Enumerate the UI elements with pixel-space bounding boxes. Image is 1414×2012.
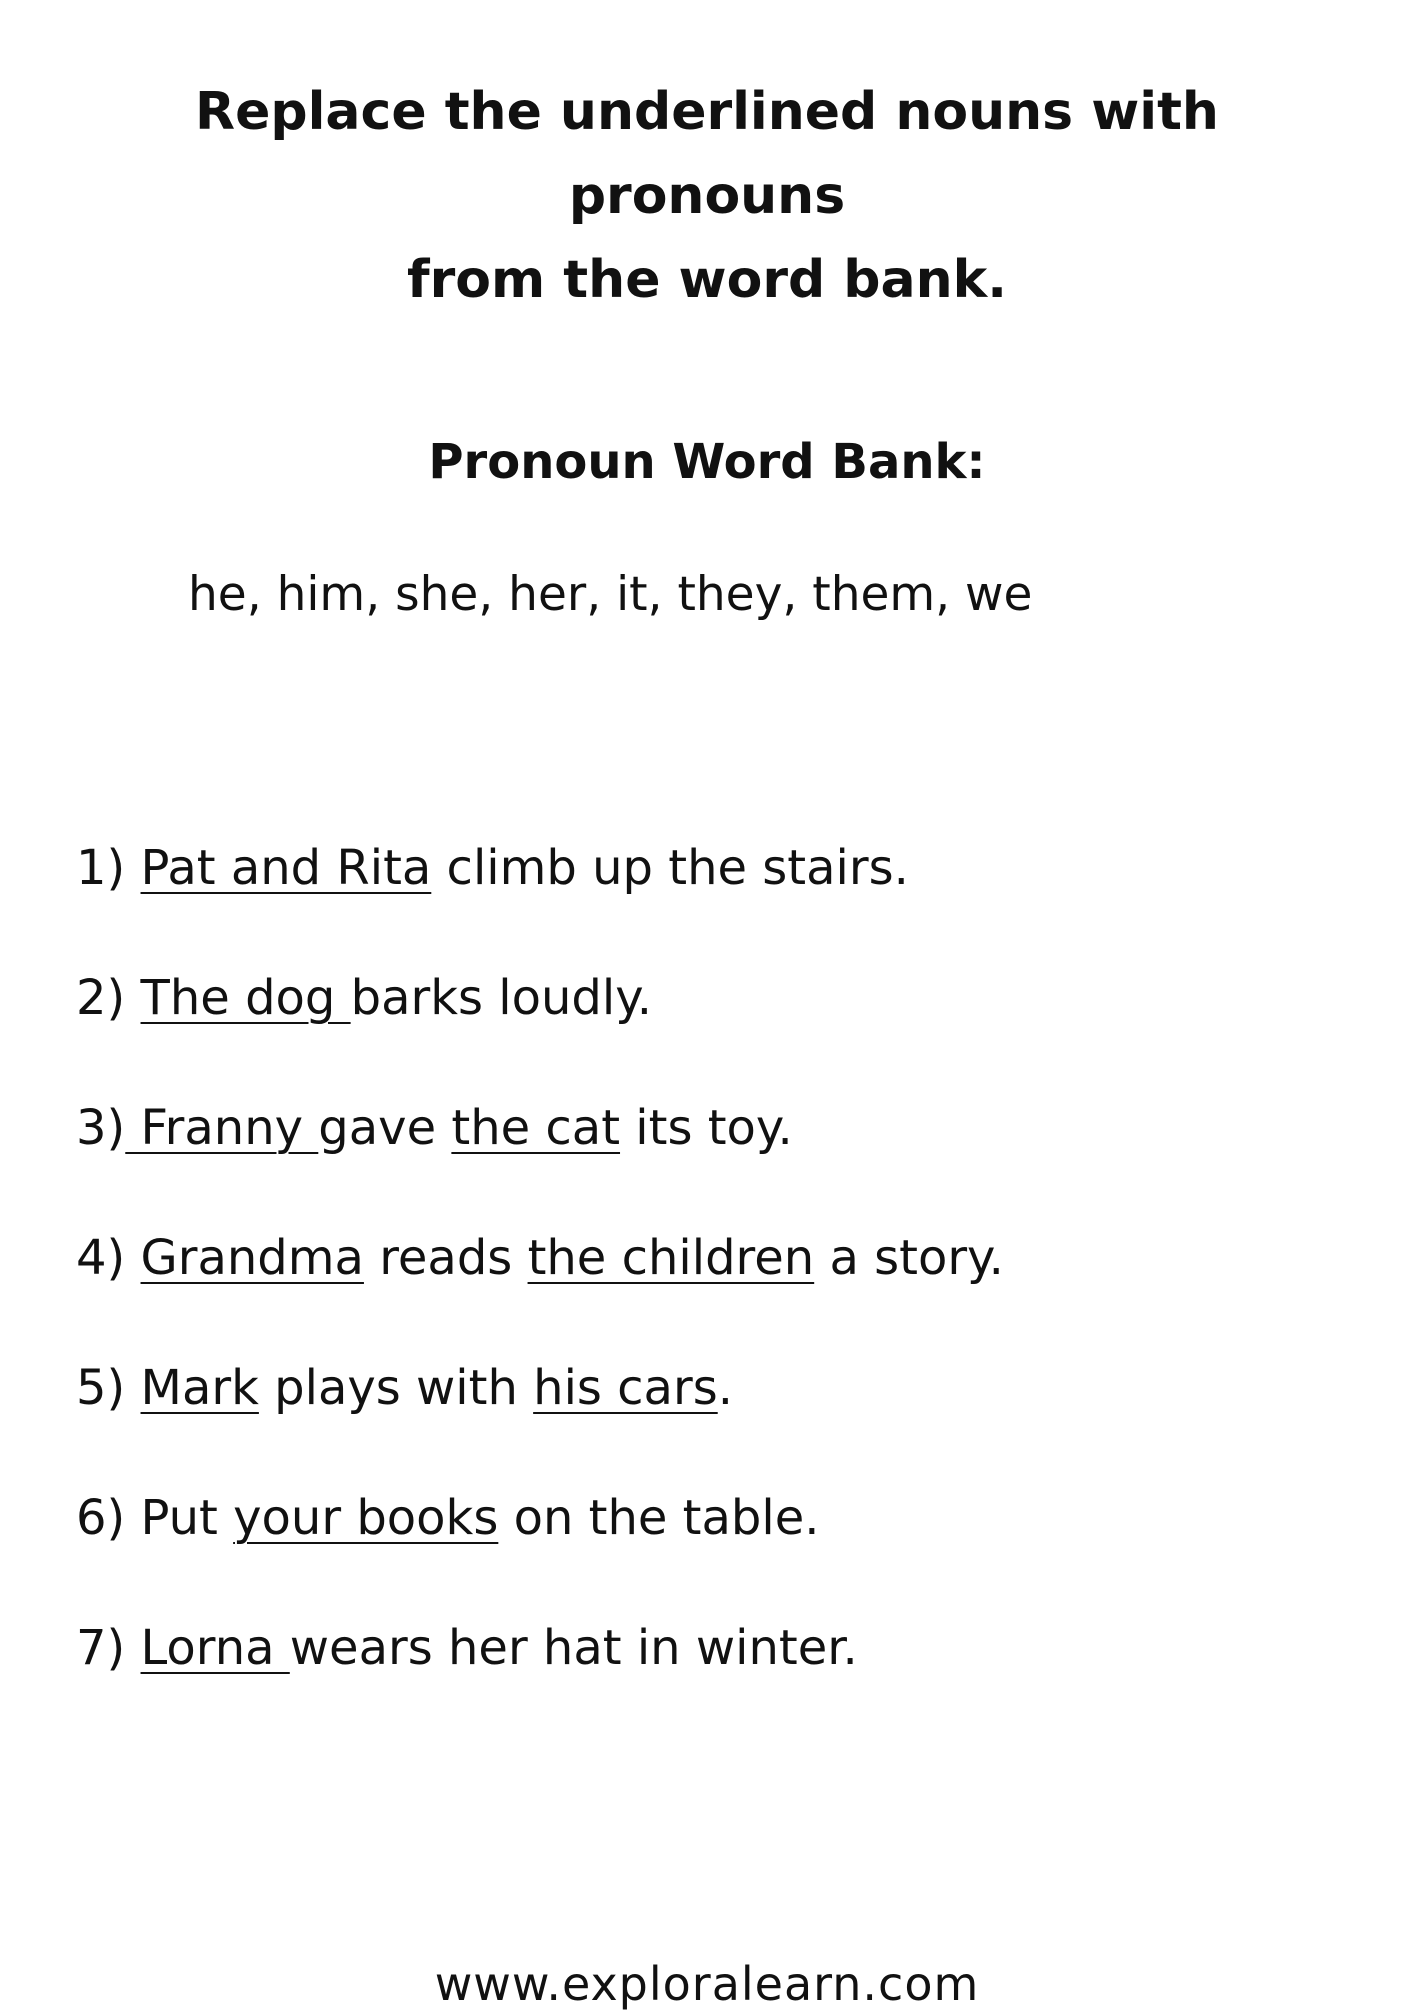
- question-item: [76, 1488, 1004, 1618]
- sentence-text: .: [717, 1360, 733, 1416]
- question-item: [76, 1618, 1004, 1748]
- underlined-noun: his cars: [533, 1360, 718, 1416]
- title-line-2: from the word bank.: [407, 250, 1007, 310]
- question-number: 5): [76, 1360, 126, 1416]
- word-bank-heading: Pronoun Word Bank:: [428, 434, 986, 490]
- question-item: [76, 1228, 1004, 1358]
- sentence-text: on the table.: [498, 1490, 820, 1546]
- sentence-text: [125, 840, 140, 896]
- sentence-text: barks loudly.: [350, 970, 653, 1026]
- word-bank-list: he, him, she, her, it, they, them, we: [188, 567, 1033, 622]
- sentence-text: gave: [318, 1100, 452, 1156]
- footer-url: www.exploralearn.com: [434, 1957, 980, 2011]
- sentence-text: reads: [363, 1230, 528, 1286]
- title-line-1: Replace the underlined nouns with pronouns: [195, 82, 1219, 226]
- underlined-noun: Franny: [125, 1100, 319, 1156]
- sentence-text: [125, 1620, 140, 1676]
- question-item: [76, 1098, 1004, 1228]
- sentence-text: a story.: [814, 1230, 1004, 1286]
- question-number: 3): [76, 1100, 126, 1156]
- underlined-noun: your books: [233, 1490, 499, 1546]
- question-list: [76, 838, 1004, 1748]
- sentence-text: its toy.: [620, 1100, 793, 1156]
- worksheet-title: [60, 70, 1354, 322]
- underlined-noun: the children: [527, 1230, 815, 1286]
- sentence-text: plays with: [258, 1360, 534, 1416]
- underlined-noun: Mark: [140, 1360, 259, 1416]
- question-item: [76, 1358, 1004, 1488]
- underlined-noun: Lorna: [140, 1620, 290, 1676]
- question-item: [76, 968, 1004, 1098]
- question-number: 7): [76, 1620, 126, 1676]
- question-number: 4): [76, 1230, 126, 1286]
- sentence-text: wears her hat in winter.: [289, 1620, 858, 1676]
- sentence-text: [125, 970, 140, 1026]
- sentence-text: Put: [125, 1490, 234, 1546]
- question-item: [76, 838, 1004, 968]
- question-number: 6): [76, 1490, 126, 1546]
- sentence-text: climb up the stairs.: [431, 840, 909, 896]
- question-number: 1): [76, 840, 126, 896]
- underlined-noun: The dog: [140, 970, 351, 1026]
- underlined-noun: Grandma: [140, 1230, 364, 1286]
- underlined-noun: the cat: [451, 1100, 621, 1156]
- question-number: 2): [76, 970, 126, 1026]
- sentence-text: [125, 1230, 140, 1286]
- underlined-noun: Pat and Rita: [140, 840, 432, 896]
- sentence-text: [125, 1360, 140, 1416]
